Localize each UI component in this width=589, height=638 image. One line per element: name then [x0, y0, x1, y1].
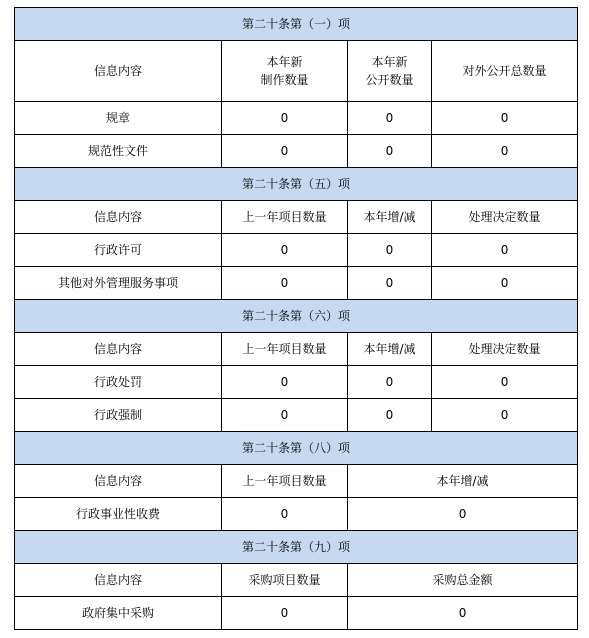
column-header-row	[15, 41, 578, 102]
table-cell: 0	[432, 399, 578, 432]
column-header: 处理决定数量	[432, 333, 578, 366]
table-cell: 0	[348, 366, 432, 399]
table-row	[15, 498, 578, 531]
column-header: 上一年项目数量	[222, 333, 348, 366]
section-title: 第二十条第（五）项	[15, 168, 578, 201]
column-header: 上一年项目数量	[222, 201, 348, 234]
section-title: 第二十条第（六）项	[15, 300, 578, 333]
row-label: 政府集中采购	[15, 597, 222, 630]
column-header-row	[15, 564, 578, 597]
table-cell: 0	[348, 135, 432, 168]
table-cell: 0	[432, 135, 578, 168]
section-header-row	[15, 168, 578, 201]
table-cell: 0	[348, 234, 432, 267]
table-cell: 0	[222, 135, 348, 168]
column-header: 本年增/减	[348, 465, 578, 498]
column-header: 信息内容	[15, 333, 222, 366]
disclosure-table-container	[14, 7, 577, 630]
row-label: 其他对外管理服务事项	[15, 267, 222, 300]
table-cell: 0	[222, 498, 348, 531]
section-title: 第二十条第（九）项	[15, 531, 578, 564]
section-header-row	[15, 8, 578, 41]
table-cell: 0	[432, 102, 578, 135]
table-row	[15, 399, 578, 432]
column-header: 处理决定数量	[432, 201, 578, 234]
column-header: 采购项目数量	[222, 564, 348, 597]
section-title: 第二十条第（一）项	[15, 8, 578, 41]
row-label: 规范性文件	[15, 135, 222, 168]
column-header: 采购总金额	[348, 564, 578, 597]
row-label: 行政许可	[15, 234, 222, 267]
table-cell: 0	[222, 597, 348, 630]
table-cell: 0	[348, 267, 432, 300]
table-cell: 0	[432, 267, 578, 300]
table-cell: 0	[222, 366, 348, 399]
table-cell: 0	[348, 597, 578, 630]
table-cell: 0	[348, 498, 578, 531]
table-row	[15, 366, 578, 399]
table-cell: 0	[222, 399, 348, 432]
table-cell: 0	[222, 267, 348, 300]
section-header-row	[15, 432, 578, 465]
column-header: 信息内容	[15, 564, 222, 597]
column-header: 信息内容	[15, 465, 222, 498]
column-header: 信息内容	[15, 41, 222, 102]
column-header-row	[15, 201, 578, 234]
table-cell: 0	[432, 366, 578, 399]
table-row	[15, 135, 578, 168]
column-header-row	[15, 333, 578, 366]
column-header: 上一年项目数量	[222, 465, 348, 498]
table-row	[15, 102, 578, 135]
column-header: 本年新 制作数量	[222, 41, 348, 102]
table-cell: 0	[432, 234, 578, 267]
table-cell: 0	[222, 102, 348, 135]
row-label: 行政处罚	[15, 366, 222, 399]
column-header-row	[15, 465, 578, 498]
column-header: 本年增/减	[348, 333, 432, 366]
row-label: 行政强制	[15, 399, 222, 432]
row-label: 行政事业性收费	[15, 498, 222, 531]
column-header: 对外公开总数量	[432, 41, 578, 102]
section-header-row	[15, 531, 578, 564]
table-row	[15, 234, 578, 267]
row-label: 规章	[15, 102, 222, 135]
table-row	[15, 267, 578, 300]
disclosure-table	[14, 7, 578, 630]
section-title: 第二十条第（八）项	[15, 432, 578, 465]
column-header: 本年新 公开数量	[348, 41, 432, 102]
table-cell: 0	[222, 234, 348, 267]
table-cell: 0	[348, 399, 432, 432]
column-header: 信息内容	[15, 201, 222, 234]
section-header-row	[15, 300, 578, 333]
table-cell: 0	[348, 102, 432, 135]
column-header: 本年增/减	[348, 201, 432, 234]
table-row	[15, 597, 578, 630]
